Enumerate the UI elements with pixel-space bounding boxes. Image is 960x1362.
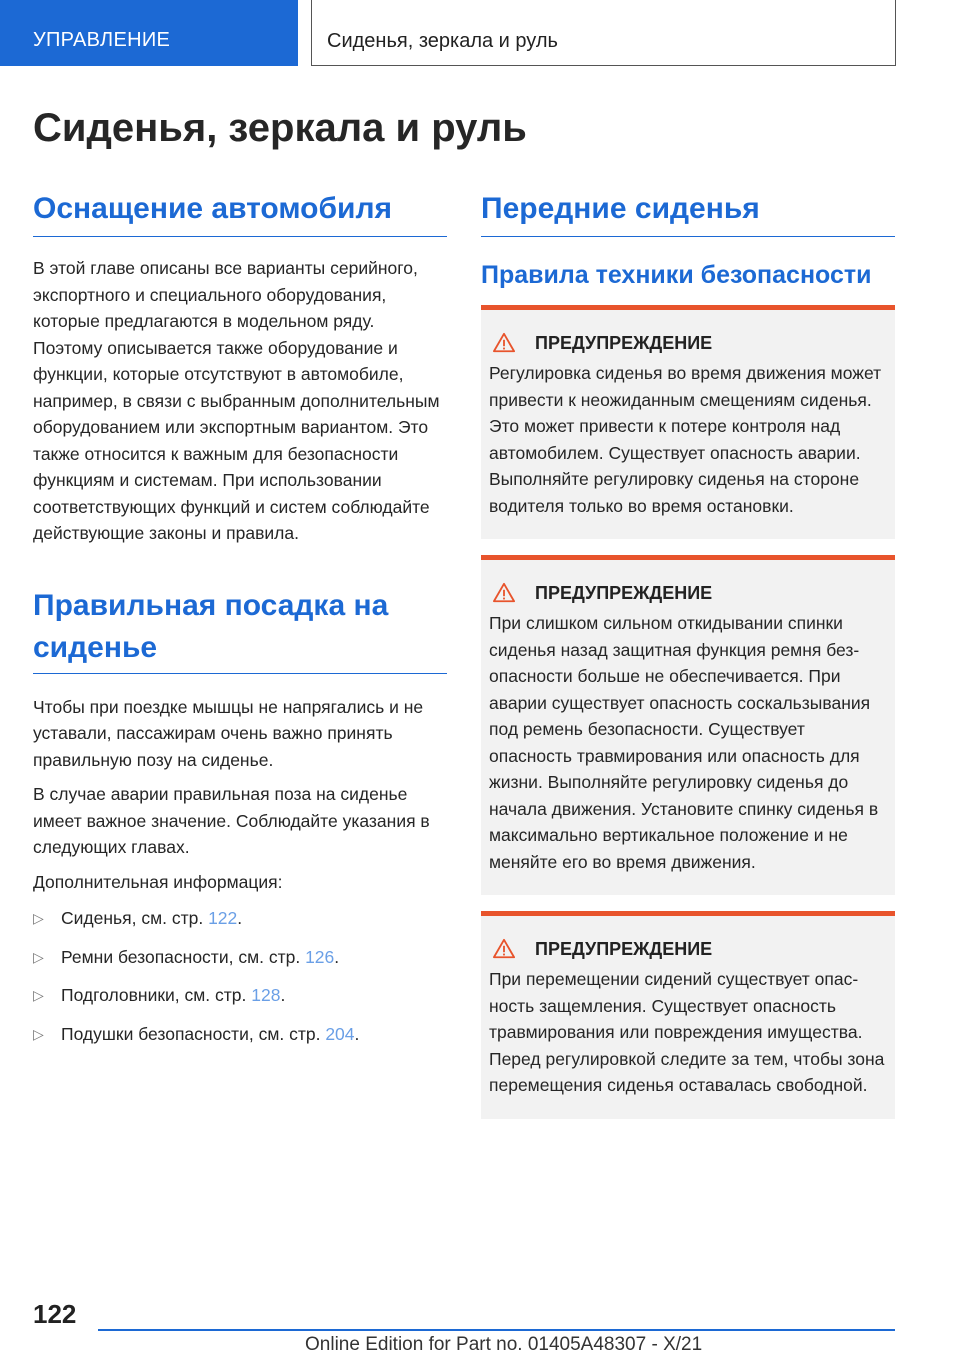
warning-triangle-icon [493,582,515,604]
reference-text: Сиденья, см. стр. [61,908,209,928]
warning-label: ПРЕДУПРЕЖДЕНИЕ [535,582,713,603]
reference-list [33,905,447,1047]
list-item: ▷ Подголовники, см. стр. 128. [33,982,447,1009]
right-column [481,190,895,1135]
warning-text: Регулировка сиденья во время движения может привести к неожиданным смещениям сиденья. Это может привести к потере контроля над автомобилем. Существует опасность аварии. Выполняйте регулировку сиденья на стороне водителя только во время остановки. [489,363,882,516]
warning-triangle-icon [493,332,515,354]
warning-box [481,555,895,895]
warning-text: При перемещении сидений существует опасность защемления. Существует опасность травмирования или повреждения имущества. Перед регулировкой следите за тем, чтобы зона перемещения сиденья оставалась свободной. [489,969,885,1095]
warning-label: ПРЕДУПРЕЖДЕНИЕ [535,938,713,959]
safety-subheading: Правила техники безопасности [481,261,872,289]
warning-label: ПРЕДУПРЕЖДЕНИЕ [535,332,713,353]
posture-paragraph-3: Дополнительная информация: [33,871,283,892]
front-seats-heading: Передние сиденья [481,190,895,237]
page-title: Сиденья, зеркала и руль [33,106,527,150]
footer-divider [98,1329,895,1331]
page-link[interactable]: 204 [325,1023,355,1044]
warning-triangle-icon [493,938,515,960]
warning-text: При слишком сильном откидывании спинки сиденья назад защитная функция ремня безопасности больше не обеспечивается. При аварии существует опасность соскальзывания под ремень безопасности. Существует опасность травмирования или опасность для жизни. Выполняйте регулировку сиденья до начала движения. Установите спинку сиденья в максимально вертикальное положение и не меняйте его во время движения. [489,613,879,872]
equipment-heading: Оснащение автомобиля [33,190,447,237]
triangle-bullet-icon: ▷ [33,1025,44,1042]
warning-box [481,305,895,539]
header-section-tab: УПРАВЛЕНИЕ [0,0,298,66]
list-item: ▷ Сиденья, см. стр. 122. [33,905,447,932]
header-chapter-title: Сиденья, зеркала и руль [311,0,896,66]
reference-text: Подушки безопасности, см. стр. [61,1023,326,1044]
warning-box [481,911,895,1119]
left-column [33,190,447,1059]
list-item: ▷ Подушки безопасности, см. стр. 204. [33,1021,447,1048]
page-link[interactable]: 126 [305,946,335,967]
posture-paragraph-2: В случае аварии правильная поза на сиденье имеет важное значение. Соблюдайте указания в следующих главах. [33,784,430,857]
reference-text: Ремни безопасности, см. стр. [61,946,306,967]
list-item: ▷ Ремни безопасности, см. стр. 126. [33,944,447,971]
equipment-text: В этой главе описаны все варианты серийного, экспортного и специального оборудования, которые предлагаются в модельном ряду. Поэтому описывается также оборудование и функции, которые отсутствуют в автомобиле, например, в связи с выбранным дополнительным оборудованием или экспортным вариантом. Это также относится к важным для безопасности функциям и системам. При использовании соответствующих функций и систем соблюдайте действующие законы и правила. [33,258,440,543]
triangle-bullet-icon: ▷ [33,987,44,1003]
footer-edition: Online Edition for Part no. 01405A48307 - X/21 [305,1334,703,1355]
triangle-bullet-icon: ▷ [33,910,44,926]
posture-heading: Правильная посадка на сиденье [33,585,447,674]
warnings-list [481,305,895,1119]
page-link[interactable]: 128 [251,985,281,1005]
posture-paragraph-1: Чтобы при поездке мышцы не напрягались и не уставали, пассажирам очень важно принять правильную позу на сиденье. [33,696,424,770]
page-link[interactable]: 122 [208,908,238,928]
page-number: 122 [33,1299,77,1329]
triangle-bullet-icon: ▷ [33,948,44,965]
reference-text: Подголовники, см. стр. [61,985,252,1005]
